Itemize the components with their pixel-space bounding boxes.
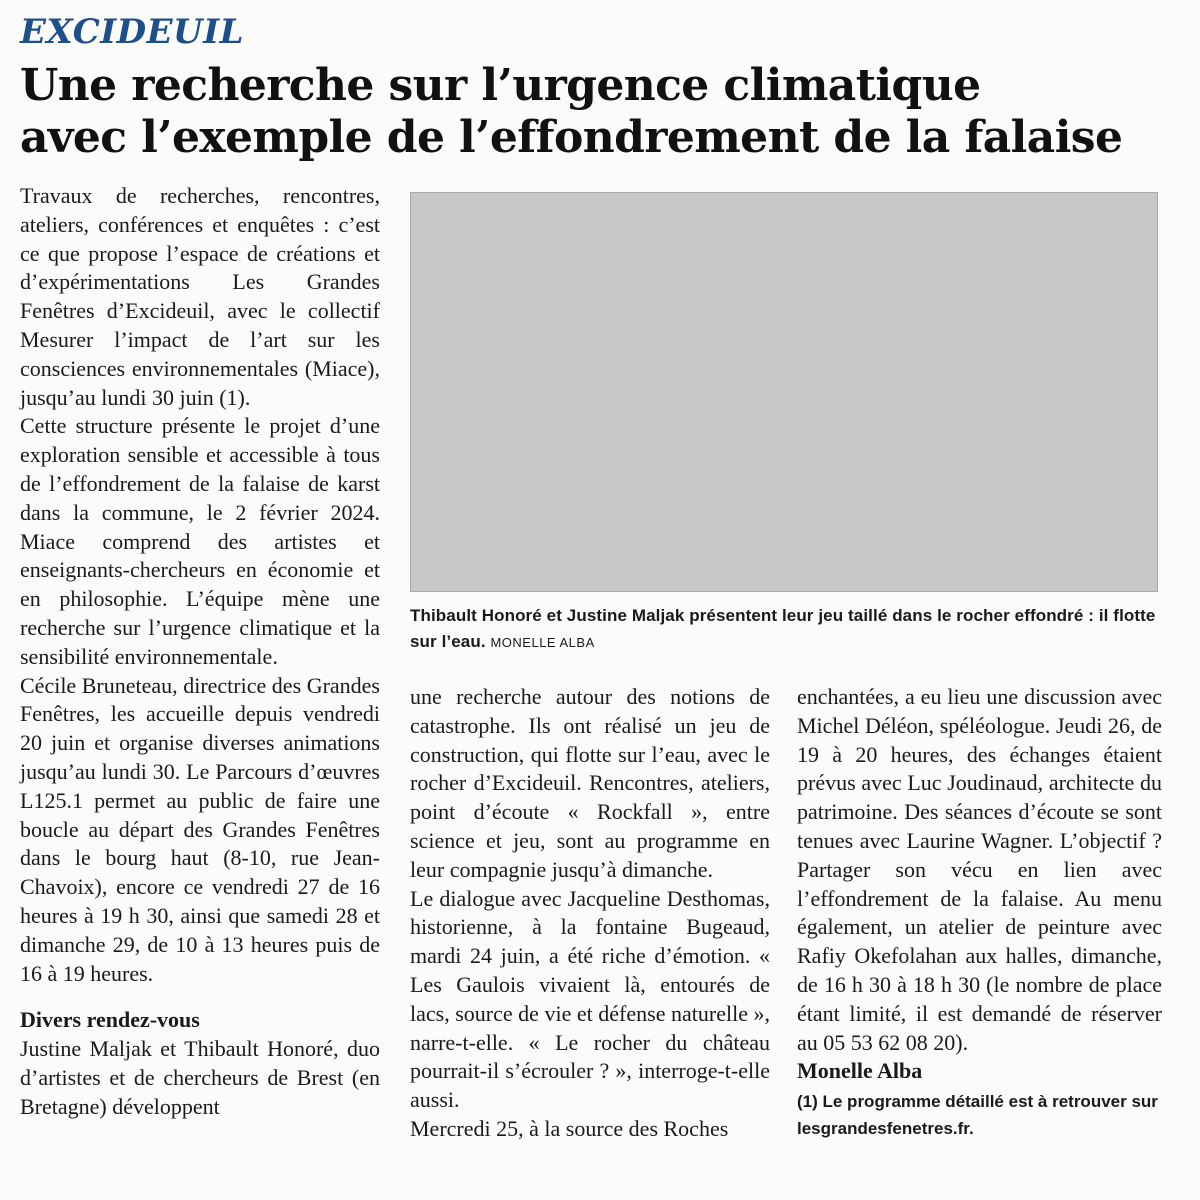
paragraph-1: Travaux de recherches, rencontres, ateliers, conférences et enquêtes : c’est ce que propose l’espace de créations et d’expérimentations Les Grandes Fenêtres d’Excideuil, avec le collectif Mesurer l’impact de l’art sur les consciences environnementales (Miace), jusqu’au lundi 30 juin (1).: [20, 183, 380, 410]
photo-credit: MONELLE ALBA: [490, 635, 595, 650]
footnote: (1) Le programme détaillé est à retrouver sur lesgrandesfenetres.fr.: [797, 1092, 1158, 1139]
paragraph-6: Le dialogue avec Jacqueline Desthomas, historienne, à la fontaine Bugeaud, mardi 24 juin, a été riche d’émotion. « Les Gaulois vivaient là, entourés de lacs, source de vie et défense naturelle », narre-t-elle. « Le rocher du château pourrait-il s’écrouler ? », interroge-t-elle aussi.: [410, 885, 770, 1113]
paragraph-4: Justine Maljak et Thibault Honoré, duo d’artistes et de chercheurs de Brest (en Bretagne) développent: [20, 1036, 380, 1119]
headline-line-1: Une recherche sur l’urgence climatique: [20, 60, 981, 111]
paragraph-5: une recherche autour des notions de catastrophe. Ils ont réalisé un jeu de construction, qui flotte sur l’eau, avec le rocher d’Excideuil. Rencontres, ateliers, point d’écoute « Rockfall », entre science et jeu, sont au programme en leur compagnie jusqu’à dimanche.: [410, 684, 770, 882]
headline-line-2: avec l’exemple de l’effondrement de la falaise: [20, 112, 1123, 163]
article-column-3: [797, 683, 1162, 1142]
paragraph-2: Cette structure présente le projet d’une exploration sensible et accessible à tous de l’effondrement de la falaise de karst dans la commune, le 2 février 2024. Miace comprend des artistes et enseignants-chercheurs en économie et en philosophie. L’équipe mène une recherche sur l’urgence climatique et la sensibilité environnementale.: [20, 413, 380, 669]
paragraph-3: Cécile Bruneteau, directrice des Grandes Fenêtres, les accueille depuis vendredi 20 juin et organise diverses animations jusqu’au lundi 30. Le Parcours d’œuvres L125.1 permet au public de faire une boucle au départ des Grandes Fenêtres dans le bourg haut (8-10, rue Jean-Chavoix), encore ce vendredi 27 de 16 heures à 19 h 30, ainsi que samedi 28 et dimanche 29, de 10 à 13 heures puis de 16 à 19 heures.: [20, 672, 380, 986]
author-signature: Monelle Alba: [797, 1058, 923, 1084]
caption-text: Thibault Honoré et Justine Maljak présentent leur jeu taillé dans le rocher effondré : il flotte sur l’eau.: [410, 606, 1156, 651]
paragraph-8: enchantées, a eu lieu une discussion avec Michel Déléon, spéléologue. Jeudi 26, de 19 à 20 heures, des échanges étaient prévus avec Luc Joudinaud, architecte du patrimoine. Des séances d’écoute se sont tenues avec Laurine Wagner. L’objectif ? Partager son vécu en lien avec l’effondrement de la falaise. Au menu également, un atelier de peinture avec Rafiy Okefolahan aux halles, dimanche, de 16 h 30 à 18 h 30 (le nombre de place étant limité, il est demandé de réserver au 05 53 62 08 20).: [797, 684, 1162, 1055]
photo: [410, 192, 1158, 592]
article-column-2: [410, 683, 770, 1144]
section-kicker: EXCIDEUIL: [20, 12, 245, 52]
subheading: Divers rendez-vous: [20, 1007, 200, 1033]
paragraph-7: Mercredi 25, à la source des Roches: [410, 1115, 729, 1141]
headline: [20, 60, 1190, 164]
photo-caption: [410, 603, 1160, 656]
article-column-1: [20, 182, 380, 1122]
